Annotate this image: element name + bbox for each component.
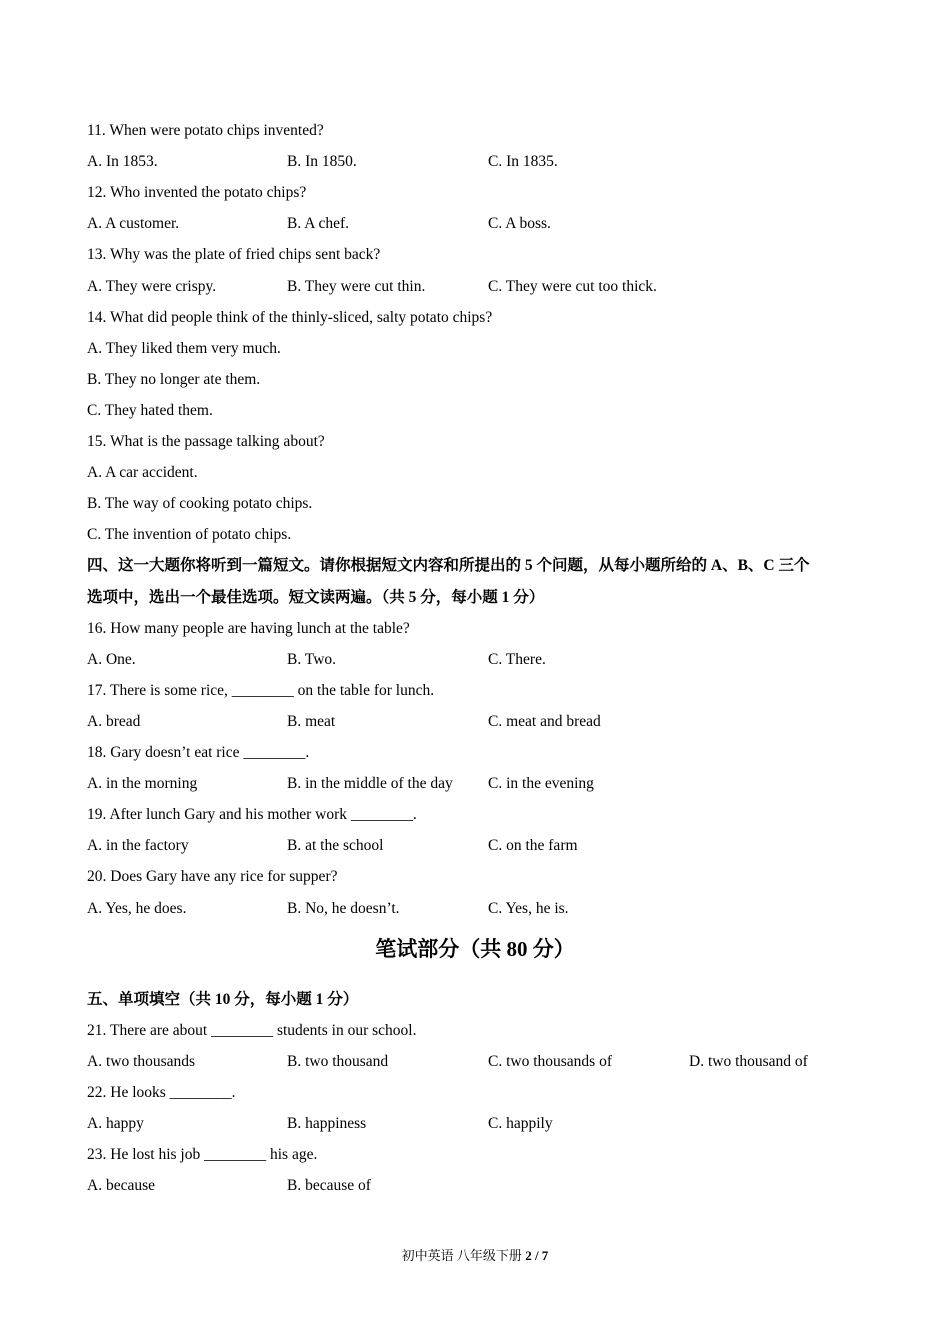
answer-option: A. Yes, he does. — [87, 899, 187, 917]
answer-option: B. in the middle of the day — [287, 775, 453, 793]
answer-option: C. on the farm — [488, 837, 578, 855]
answer-option: C. two thousands of — [488, 1052, 612, 1070]
question-line: 13. Why was the plate of fried chips sent back? — [87, 246, 381, 264]
answer-option: C. In 1835. — [488, 153, 558, 171]
question-line: 19. After lunch Gary and his mother work ________. — [87, 806, 417, 824]
answer-option: B. A chef. — [287, 215, 349, 233]
answer-option: A. One. — [87, 650, 136, 668]
question-line: 20. Does Gary have any rice for supper? — [87, 868, 338, 886]
answer-option: A. They were crispy. — [87, 277, 217, 295]
answer-option: A. bread — [87, 712, 141, 730]
question-line: 17. There is some rice, ________ on the table for lunch. — [87, 681, 435, 699]
question-line: A. They liked them very much. — [87, 339, 281, 357]
answer-option: B. In 1850. — [287, 153, 357, 171]
answer-option: B. No, he doesn’t. — [287, 899, 400, 917]
question-line: C. They hated them. — [87, 401, 213, 419]
answer-option: D. two thousand of — [689, 1052, 808, 1070]
answer-option: C. happily — [488, 1115, 553, 1132]
answer-option: B. at the school — [287, 837, 384, 855]
question-line: 21. There are about ________ students in our school. — [87, 1021, 417, 1039]
question-line: 12. Who invented the potato chips? — [87, 184, 307, 202]
question-line: 22. He looks ________. — [87, 1083, 236, 1101]
answer-option: A. because — [87, 1177, 155, 1195]
question-line: B. They no longer ate them. — [87, 370, 261, 388]
section-heading: 四、这一大题你将听到一篇短文。请你根据短文内容和所提出的 5 个问题，从每小题所给的 A、B、C 三个 — [87, 557, 810, 575]
page-number: 2 / 7 — [525, 1248, 549, 1263]
section-title: 笔试部分（共 80 分） — [375, 936, 575, 961]
answer-option: C. in the evening — [488, 775, 594, 793]
answer-option: C. meat and bread — [488, 712, 601, 730]
answer-option: A. in the factory — [87, 837, 189, 855]
answer-option: B. They were cut thin. — [287, 277, 426, 295]
answer-option: C. Yes, he is. — [488, 899, 569, 917]
answer-option: B. because of — [287, 1177, 371, 1195]
answer-option: A. A customer. — [87, 215, 180, 233]
answer-option: A. in the morning — [87, 775, 198, 793]
answer-option: B. Two. — [287, 650, 337, 668]
answer-option: C. A boss. — [488, 215, 551, 233]
answer-option: A. In 1853. — [87, 153, 158, 171]
answer-option: B. two thousand — [287, 1052, 389, 1070]
question-line: 11. When were potato chips invented? — [87, 122, 324, 139]
question-line: 15. What is the passage talking about? — [87, 433, 325, 450]
section-heading: 选项中，选出一个最佳选项。短文读两遍。（共 5 分，每小题 1 分） — [87, 588, 545, 606]
question-line: B. The way of cooking potato chips. — [87, 495, 313, 513]
answer-option: C. There. — [488, 650, 546, 668]
question-line: 14. What did people think of the thinly-sliced, salty potato chips? — [87, 308, 493, 326]
answer-option: A. happy — [87, 1115, 144, 1132]
question-line: C. The invention of potato chips. — [87, 526, 292, 544]
page-footer — [0, 1247, 950, 1265]
answer-option: B. happiness — [287, 1115, 367, 1132]
footer-label: 初中英语 八年级下册 — [401, 1248, 526, 1263]
answer-option: A. two thousands — [87, 1052, 196, 1070]
section-heading: 五、单项填空（共 10 分，每小题 1 分） — [87, 990, 359, 1008]
question-line: 16. How many people are having lunch at the table? — [87, 619, 410, 637]
answer-option: C. They were cut too thick. — [488, 277, 657, 295]
question-line: 23. He lost his job ________ his age. — [87, 1146, 318, 1164]
question-line: A. A car accident. — [87, 464, 198, 482]
question-line: 18. Gary doesn’t eat rice ________. — [87, 744, 310, 761]
answer-option: B. meat — [287, 712, 336, 730]
